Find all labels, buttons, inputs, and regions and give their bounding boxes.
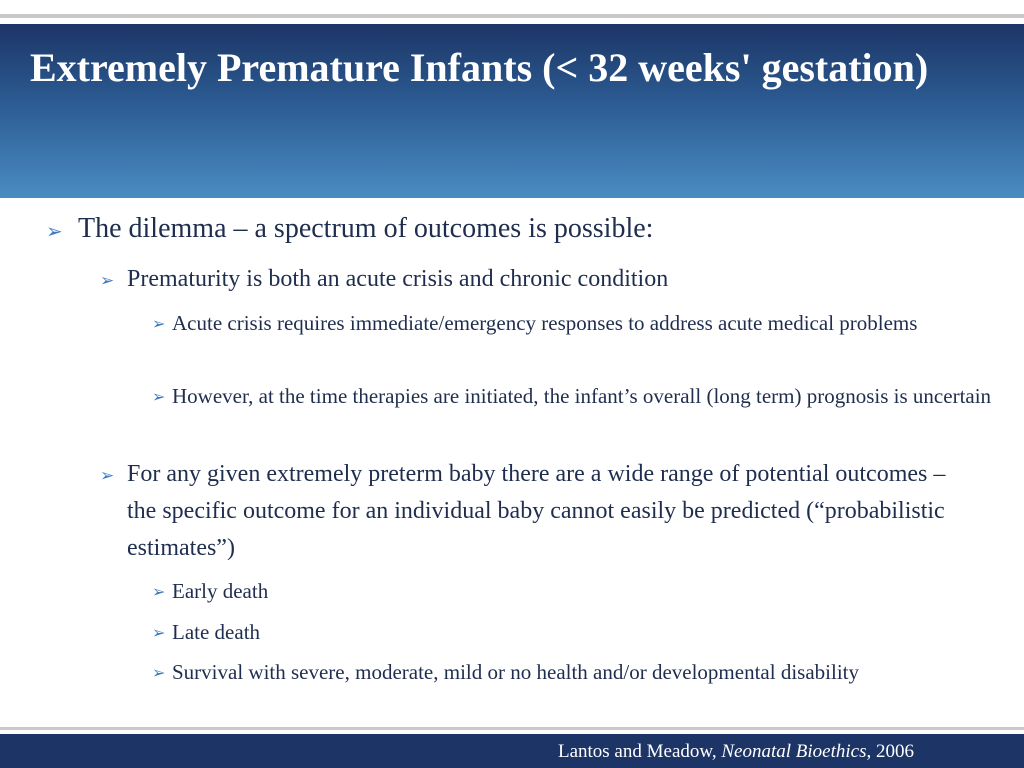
- bullet-text: However, at the time therapies are initiated, the infant’s overall (long term) prognosis is uncertain: [172, 384, 992, 408]
- citation-year: , 2006: [866, 741, 914, 762]
- bullet-item: [152, 616, 997, 650]
- bullet-item: [152, 380, 997, 414]
- bullet-item: [152, 656, 997, 690]
- bullet-item: [152, 575, 997, 609]
- top-divider: [0, 14, 1024, 18]
- bullet-item: [100, 456, 960, 567]
- arrow-bullet-icon: ➢: [152, 389, 166, 406]
- arrow-bullet-icon: ➢: [152, 316, 166, 333]
- bullet-text: Late death: [172, 620, 261, 644]
- citation-book-title: Neonatal Bioethics: [721, 741, 867, 762]
- arrow-bullet-icon: ➢: [152, 625, 166, 642]
- arrow-bullet-icon: ➢: [152, 665, 166, 682]
- bullet-text: For any given extremely preterm baby there are a wide range of potential outcomes – the specific outcome for an individual baby cannot easily be predicted (“probabilistic estimates”): [127, 461, 946, 561]
- citation: [558, 740, 914, 764]
- bullet-item: [152, 307, 997, 341]
- bullet-text: Acute crisis requires immediate/emergency responses to address acute medical problems: [172, 311, 918, 335]
- slide-title: Extremely Premature Infants (< 32 weeks' gestation): [30, 45, 929, 90]
- bullet-text: Survival with severe, moderate, mild or no health and/or developmental disability: [172, 660, 859, 684]
- bullet-item: [100, 261, 960, 299]
- bullet-text: The dilemma – a spectrum of outcomes is possible:: [78, 213, 654, 244]
- bullet-text: Early death: [172, 579, 269, 603]
- arrow-bullet-icon: ➢: [100, 271, 115, 290]
- bullet-item: [46, 212, 986, 249]
- bullet-text: Prematurity is both an acute crisis and chronic condition: [127, 266, 669, 292]
- arrow-bullet-icon: ➢: [152, 584, 166, 601]
- bottom-divider: [0, 727, 1024, 730]
- arrow-bullet-icon: ➢: [100, 466, 115, 485]
- citation-authors: Lantos and Meadow,: [557, 741, 722, 762]
- arrow-bullet-icon: ➢: [46, 221, 63, 243]
